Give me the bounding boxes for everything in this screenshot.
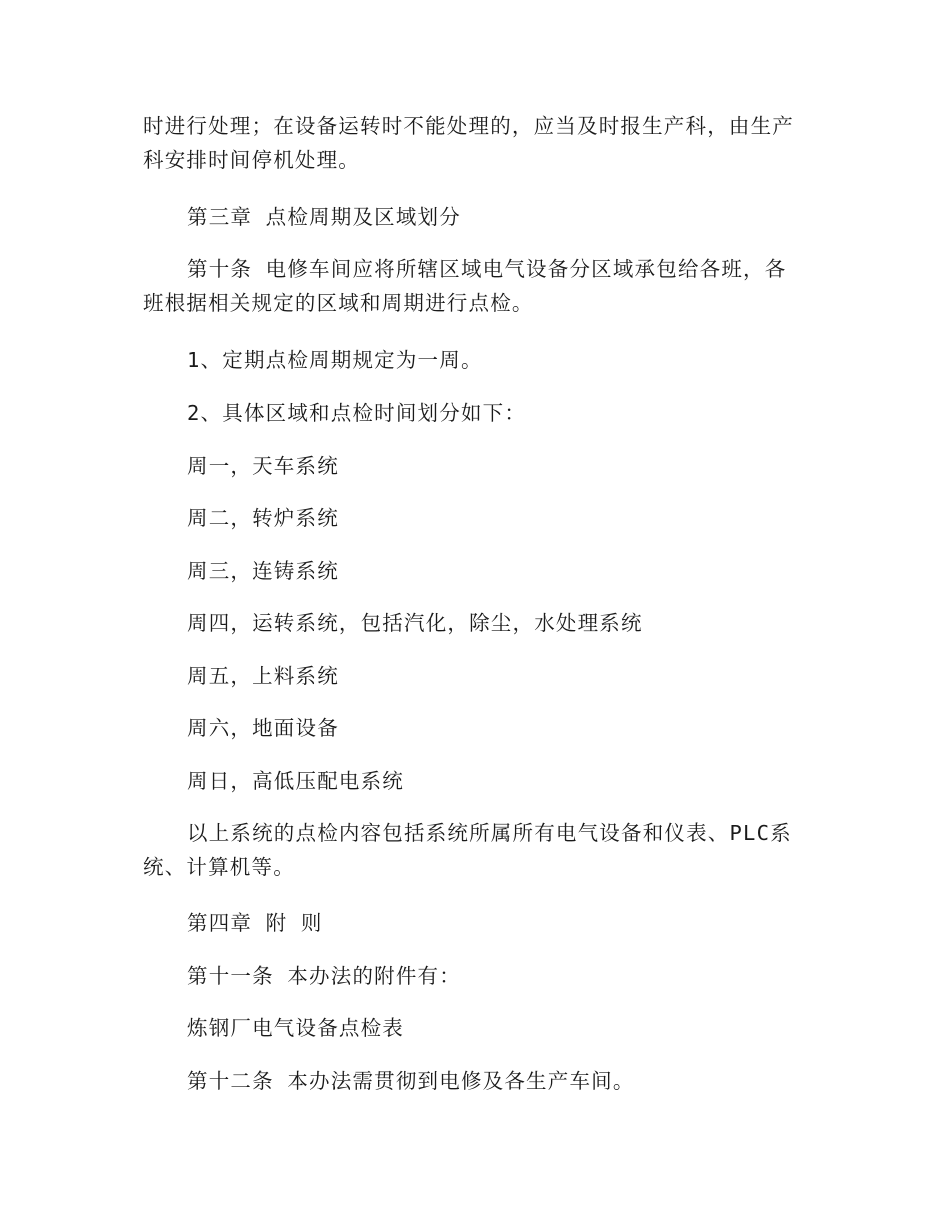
inspection-scope: 以上系统的点检内容包括系统所属所有电气设备和仪表、PLC系统、计算机等。: [143, 821, 792, 879]
schedule-sunday: 周日，高低压配电系统: [187, 769, 404, 793]
list-item-2: 2、具体区域和点检时间划分如下：: [187, 401, 527, 425]
article-10: 第十条 电修车间应将所辖区域电气设备分区域承包给各班，各班根据相关规定的区域和周期进行点检。: [143, 257, 787, 315]
article-12: 第十二条 本办法需贯彻到电修及各生产车间。: [187, 1069, 635, 1093]
schedule-tuesday: 周二，转炉系统: [187, 506, 339, 530]
paragraph-continuation: 时进行处理；在设备运转时不能处理的，应当及时报生产科，由生产科安排时间停机处理。: [143, 114, 794, 172]
chapter-3-heading: 第三章 点检周期及区域划分: [187, 205, 461, 229]
schedule-thursday: 周四，运转系统，包括汽化，除尘，水处理系统: [187, 611, 643, 635]
chapter-4-heading: 第四章 附 则: [187, 911, 323, 935]
attachment-title: 炼钢厂电气设备点检表: [187, 1016, 404, 1040]
schedule-friday: 周五，上料系统: [187, 664, 339, 688]
article-11: 第十一条 本办法的附件有：: [187, 964, 461, 988]
list-item-1: 1、定期点检周期规定为一周。: [187, 348, 483, 372]
schedule-wednesday: 周三，连铸系统: [187, 559, 339, 583]
schedule-monday: 周一，天车系统: [187, 454, 339, 478]
schedule-saturday: 周六，地面设备: [187, 716, 339, 740]
